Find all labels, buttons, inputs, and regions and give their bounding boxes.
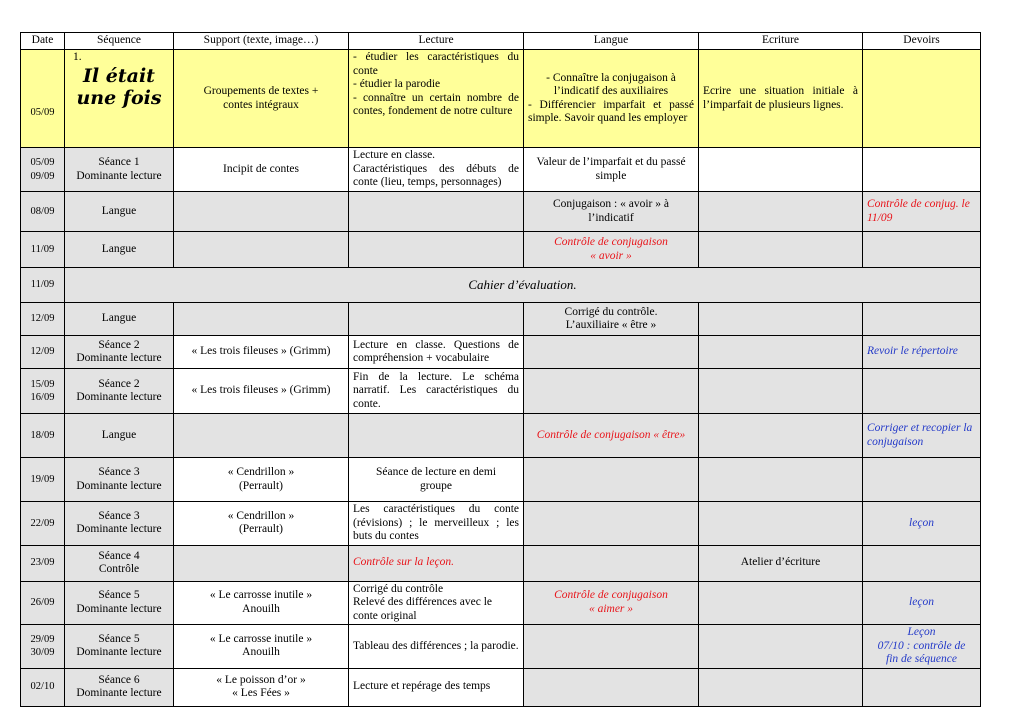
date-cell: 15/09 16/09 [21,369,65,414]
header-support: Support (texte, image…) [174,33,349,50]
lecture-cell [349,232,524,268]
devoirs-cell [863,369,981,414]
lecture-cell [349,414,524,458]
devoirs-cell [863,303,981,336]
date-cell: 05/09 [21,50,65,148]
support-cell [174,192,349,232]
langue-cell: Conjugaison : « avoir » à l’indicatif [524,192,699,232]
header-sequence: Séquence [65,33,174,50]
table-row [21,336,981,369]
support-cell: « Cendrillon » (Perrault) [174,458,349,502]
support-cell: « Le poisson d’or » « Les Fées » [174,668,349,706]
support-cell: « Le carrosse inutile » Anouilh [174,581,349,625]
header-devoirs: Devoirs [863,33,981,50]
devoirs-cell [863,232,981,268]
langue-cell: Contrôle de conjugaison « être» [524,414,699,458]
langue-cell [524,369,699,414]
date-cell: 29/09 30/09 [21,625,65,669]
devoirs-cell [863,148,981,192]
langue-cell: - Connaître la conjugaison à l’indicatif des auxiliaires - Différencier imparfait et passé simple. Savoir quand les employer [524,50,699,148]
devoirs-cell: Corriger et recopier la conjugaison [863,414,981,458]
support-cell: Groupements de textes + contes intégraux [174,50,349,148]
ecriture-cell [699,336,863,369]
sequence-cell: Langue [65,303,174,336]
date-cell: 22/09 [21,502,65,546]
date-cell: 18/09 [21,414,65,458]
langue-cell: Valeur de l’imparfait et du passé simple [524,148,699,192]
support-cell: « Les trois fileuses » (Grimm) [174,336,349,369]
lecture-cell: Corrigé du contrôle Relevé des différences avec le conte original [349,581,524,625]
header-ecriture: Ecriture [699,33,863,50]
support-cell: « Cendrillon » (Perrault) [174,502,349,546]
support-cell: Incipit de contes [174,148,349,192]
lecture-cell: Lecture en classe. Questions de compréhension + vocabulaire [349,336,524,369]
devoirs-cell: Leçon 07/10 : contrôle de fin de séquence [863,625,981,669]
langue-cell [524,668,699,706]
lesson-plan-table [20,32,981,707]
ecriture-cell [699,369,863,414]
header-row [21,33,981,50]
table-row [21,458,981,502]
date-cell: 05/09 09/09 [21,148,65,192]
devoirs-cell [863,50,981,148]
date-cell: 19/09 [21,458,65,502]
sequence-cell: Séance 3 Dominante lecture [65,458,174,502]
lecture-cell: Tableau des différences ; la parodie. [349,625,524,669]
sequence-cell: Séance 2 Dominante lecture [65,336,174,369]
lecture-cell: Séance de lecture en demi groupe [349,458,524,502]
lecture-cell: Contrôle sur la leçon. [349,545,524,581]
ecriture-cell [699,192,863,232]
sequence-title: Il était une fois [76,64,162,109]
langue-cell: Contrôle de conjugaison « avoir » [524,232,699,268]
langue-cell: Contrôle de conjugaison « aimer » [524,581,699,625]
date-cell: 12/09 [21,336,65,369]
ecriture-cell [699,414,863,458]
ecriture-cell [699,303,863,336]
devoirs-cell [863,668,981,706]
langue-cell [524,625,699,669]
sequence-number: 1. [73,51,82,63]
ecriture-cell [699,502,863,546]
langue-cell [524,458,699,502]
lecture-cell [349,303,524,336]
header-langue: Langue [524,33,699,50]
sequence-cell: Séance 3 Dominante lecture [65,502,174,546]
ecriture-cell [699,625,863,669]
langue-cell [524,545,699,581]
sequence-cell: Séance 1 Dominante lecture [65,148,174,192]
date-cell: 26/09 [21,581,65,625]
sequence-cell: Séance 2 Dominante lecture [65,369,174,414]
date-cell: 08/09 [21,192,65,232]
table-row [21,192,981,232]
support-cell: « Les trois fileuses » (Grimm) [174,369,349,414]
sequence-cell: Langue [65,414,174,458]
date-cell: 23/09 [21,545,65,581]
ecriture-cell: Atelier d’écriture [699,545,863,581]
devoirs-cell: Revoir le répertoire [863,336,981,369]
devoirs-cell: leçon [863,581,981,625]
sequence-cell: Séance 5 Dominante lecture [65,581,174,625]
support-cell: « Le carrosse inutile » Anouilh [174,625,349,669]
sequence-cell: Séance 4 Contrôle [65,545,174,581]
date-cell: 02/10 [21,668,65,706]
lecture-cell [349,192,524,232]
date-cell: 11/09 [21,232,65,268]
sequence-cell [65,50,174,148]
devoirs-cell: Contrôle de conjug. le 11/09 [863,192,981,232]
lecture-cell: Lecture en classe. Caractéristiques des débuts de conte (lieu, temps, personnages) [349,148,524,192]
ecriture-cell [699,581,863,625]
ecriture-cell: Ecrire une situation initiale à l’imparfait de plusieurs lignes. [699,50,863,148]
table-row [21,303,981,336]
lecture-cell: Lecture et repérage des temps [349,668,524,706]
table-row [21,502,981,546]
date-cell: 11/09 [21,268,65,303]
ecriture-cell [699,232,863,268]
devoirs-cell [863,545,981,581]
table-row [21,369,981,414]
lecture-cell: Les caractéristiques du conte (révisions) ; le merveilleux ; les buts du contes [349,502,524,546]
sequence-cell: Séance 5 Dominante lecture [65,625,174,669]
table-row [21,545,981,581]
langue-cell [524,336,699,369]
table-row [21,268,981,303]
lecture-cell: Fin de la lecture. Le schéma narratif. Les caractéristiques du conte. [349,369,524,414]
sequence-cell: Langue [65,232,174,268]
table-row [21,148,981,192]
date-cell: 12/09 [21,303,65,336]
header-lecture: Lecture [349,33,524,50]
devoirs-cell: leçon [863,502,981,546]
table-row [21,232,981,268]
support-cell [174,303,349,336]
table-row [21,414,981,458]
langue-cell: Corrigé du contrôle. L’auxiliaire « être » [524,303,699,336]
support-cell [174,232,349,268]
ecriture-cell [699,458,863,502]
sequence-cell: Langue [65,192,174,232]
lecture-cell: - étudier les caractéristiques du conte - étudier la parodie - connaître un certain nombre de contes, fondement de notre culture [349,50,524,148]
table-row [21,581,981,625]
langue-cell [524,502,699,546]
devoirs-cell [863,458,981,502]
evaluation-notebook-cell: Cahier d’évaluation. [65,268,981,303]
table-row [21,50,981,148]
table-row [21,625,981,669]
support-cell [174,414,349,458]
support-cell [174,545,349,581]
header-date: Date [21,33,65,50]
ecriture-cell [699,668,863,706]
sequence-cell: Séance 6 Dominante lecture [65,668,174,706]
table-row [21,668,981,706]
ecriture-cell [699,148,863,192]
